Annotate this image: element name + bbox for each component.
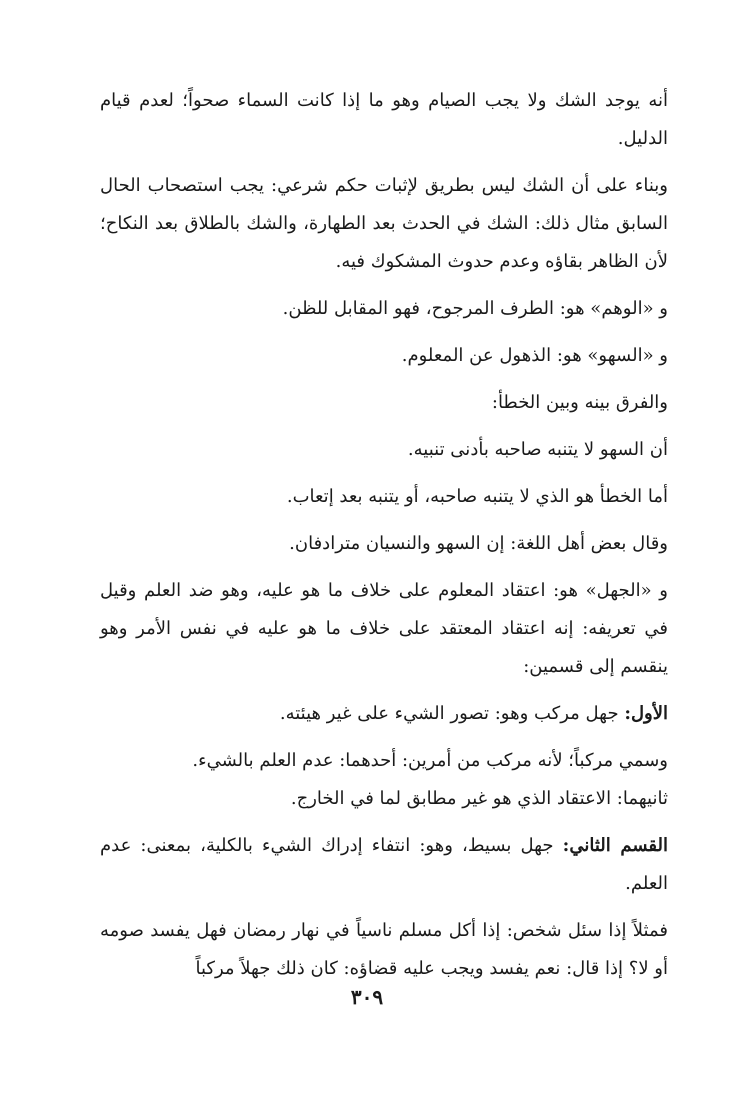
paragraph-presumption: وبناء على أن الشك ليس بطريق لإثبات حكم شرعي: يجب استصحاب الحال السابق مثال ذلك: الشك في الحدث بعد الطهارة، والشك بالطلاق بعد النكاح؛ لأن الظاهر بقاؤه وعدم حدوث المشكوك فيه. (100, 175, 668, 272)
paragraph-example: فمثلاً إذا سئل شخص: إذا أكل مسلم ناسياً في نهار رمضان فهل يفسد صومه أو لا؟ إذا قال: نعم يفسد ويجب عليه قضاؤه: كان ذلك جهلاً مركباً (100, 920, 668, 979)
naming-line-2: ثانيهما: الاعتقاد الذي هو غير مطابق لما في الخارج. (290, 788, 668, 809)
paragraph-synonyms: وقال بعض أهل اللغة: إن السهو والنسيان مترادفان. (289, 533, 668, 554)
naming-line-1: وسمي مركباً؛ لأنه مركب من أمرين: أحدهما: عدم العلم بالشيء. (192, 750, 668, 771)
paragraph-difference-heading: والفرق بينه وبين الخطأ: (491, 392, 668, 413)
paragraph-sahw: و «السهو» هو: الذهول عن المعلوم. (401, 345, 668, 366)
page-number: ٣٠٩ (350, 985, 384, 1009)
first-type-label: الأول: (624, 703, 668, 724)
paragraph-khata-definition: أما الخطأ هو الذي لا يتنبه صاحبه، أو يتنبه بعد إتعاب. (286, 486, 668, 507)
page-body (100, 82, 668, 997)
paragraph-doubt-fasting: أنه يوجد الشك ولا يجب الصيام وهو ما إذا كانت السماء صحواً؛ لعدم قيام الدليل. (100, 90, 668, 149)
first-type-text: جهل مركب وهو: تصور الشيء على غير هيئته. (279, 703, 625, 724)
paragraph-jahl: و «الجهل» هو: اعتقاد المعلوم على خلاف ما هو عليه، وهو ضد العلم وقيل في تعريفه: إنه اعتقاد المعتقد على خلاف ما هو عليه في نفس الأمر وهو ينقسم إلى قسمين: (100, 580, 668, 677)
paragraph-naming (100, 742, 668, 818)
paragraph-sahw-definition: أن السهو لا يتنبه صاحبه بأدنى تنبيه. (407, 439, 668, 460)
paragraph-first-type (100, 695, 668, 733)
second-type-text: جهل بسيط، وهو: انتفاء إدراك الشيء بالكلية، بمعنى: عدم العلم. (100, 835, 668, 894)
paragraph-second-type (100, 827, 668, 903)
paragraph-wahm: و «الوهم» هو: الطرف المرجوح، فهو المقابل للظن. (282, 298, 668, 319)
second-type-label: القسم الثاني: (562, 835, 669, 856)
